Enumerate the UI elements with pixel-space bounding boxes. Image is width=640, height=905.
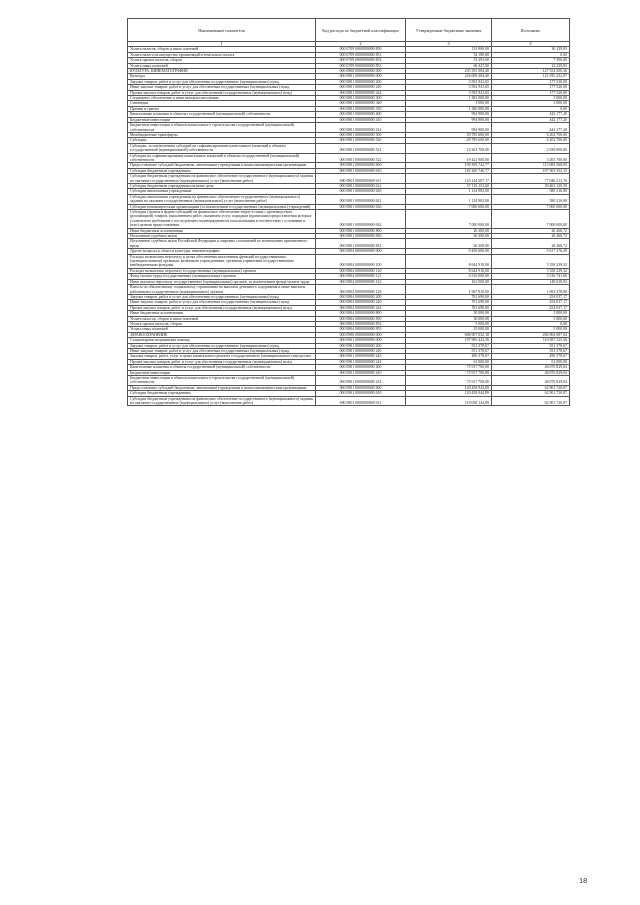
- row-code-cell: 000 0801 0000000000 500: [316, 132, 406, 137]
- row-name-cell: Уплата налогов, сборов и иных платежей: [128, 316, 316, 321]
- row-approved-cell: 54 180,00: [406, 52, 492, 57]
- page-number: 18: [579, 876, 588, 885]
- row-done-cell: 254 037,17: [492, 294, 570, 299]
- row-approved-cell: 3 592 941,65: [406, 79, 492, 84]
- row-done-cell: 77 040 212,76: [492, 174, 570, 184]
- row-done-cell: 61 000,00: [492, 359, 570, 364]
- row-approved-cell: 161 000,00: [406, 279, 492, 284]
- budget-execution-table: [127, 18, 570, 406]
- column-header-name: Наименование показателя: [128, 19, 316, 42]
- row-done-cell: 442 177,20: [492, 123, 570, 133]
- table-row: [128, 239, 570, 249]
- row-done-cell: 7 500,00: [492, 58, 570, 63]
- row-name-cell: Субсидии (гранты в форме субсидий) на финансовое обеспечение затрат в связи с производством (реализацией) товаров, выполнением работ, оказанием услуг, порядком (правилами) предоставления которых установлено требование о последующем подтверждении их использования в соответствии с условиями и (или) целями предоставления: [128, 210, 316, 229]
- row-name-cell: Социальное обеспечение и иные выплаты населению: [128, 96, 316, 101]
- row-done-cell: 127 552 500,36: [492, 69, 570, 74]
- row-name-cell: Иные закупки товаров, работ и услуг для обеспечения государственных (муниципальных) нужд: [128, 85, 316, 90]
- row-name-cell: Уплата налогов, сборов и иных платежей: [128, 47, 316, 52]
- table-row: [128, 210, 570, 229]
- table-row: [128, 153, 570, 163]
- row-approved-cell: 190 395 722,77: [406, 163, 492, 168]
- row-done-cell: 46 076 829,04: [492, 365, 570, 370]
- row-code-cell: 000 0901 0000000000 610: [316, 391, 406, 396]
- row-done-cell: 6 202 700,00: [492, 132, 570, 137]
- table-row: [128, 396, 570, 406]
- row-done-cell: 442 177,20: [492, 117, 570, 122]
- row-code-cell: 000 0801 0000000000 414: [316, 123, 406, 133]
- row-done-cell: 254 037,17: [492, 300, 570, 305]
- row-name-cell: Прочая закупка товаров, работ и услуг для обеспечения государственных (муниципальных) нужд: [128, 359, 316, 364]
- row-approved-cell: 25 000,00: [406, 327, 492, 332]
- row-done-cell: 26 266,72: [492, 228, 570, 233]
- row-code-cell: 000 0804 0000000000 120: [316, 268, 406, 273]
- row-approved-cell: 26 300,00: [406, 234, 492, 239]
- row-code-cell: 000 0801 0000000000 621: [316, 194, 406, 204]
- row-name-cell: Межбюджетные трансферты: [128, 132, 316, 137]
- row-code-cell: 000 0901 0000000000 000: [316, 338, 406, 343]
- row-done-cell: 1 693 478,80: [492, 285, 570, 295]
- row-approved-cell: 226 008 484,40: [406, 74, 492, 79]
- row-code-cell: 000 0901 0000000000 611: [316, 396, 406, 406]
- row-code-cell: 000 0804 0000000000 000: [316, 249, 406, 254]
- row-name-cell: Закупка товаров, работ и услуг для обеспечения государственных (муниципальных) нужд: [128, 79, 316, 84]
- row-done-cell: 30 139,83: [492, 47, 570, 52]
- row-name-cell: Иные бюджетные ассигнования: [128, 311, 316, 316]
- row-name-cell: Бюджетные инвестиции: [128, 370, 316, 375]
- column-header-approved: Утвержденные бюджетные значения: [406, 19, 492, 42]
- table-row: [128, 174, 570, 184]
- row-done-cell: 3 000,00: [492, 96, 570, 101]
- row-code-cell: 000 0709 0000000000 853: [316, 63, 406, 68]
- row-name-cell: Уплата иных платежей: [128, 63, 316, 68]
- table-row: [128, 285, 570, 295]
- row-name-cell: Бюджетные инвестиции в объекты капитального строительства государственной (муниципальной) собственности: [128, 376, 316, 386]
- table-header: [128, 19, 570, 47]
- row-code-cell: 000 0801 0000000000 520: [316, 138, 406, 143]
- row-approved-cell: 10 363 700,00: [406, 143, 492, 153]
- row-name-cell: Закупка товаров, работ, услуг в целях капитального ремонта государственного (муниципального) имущества: [128, 354, 316, 359]
- row-done-cell: 580 216,80: [492, 189, 570, 194]
- row-name-cell: Предоставление субсидий бюджетным, автономным учреждениям и иным некоммерческим организациям: [128, 385, 316, 390]
- row-done-cell: 30 463 139,39: [492, 183, 570, 188]
- row-approved-cell: 7 000 000,00: [406, 210, 492, 229]
- table-row: [128, 123, 570, 133]
- row-name-cell: Субсидии автономным учреждениям на финансовое обеспечение государственного (муниципального) задания на оказание государственных (муниципальных) услуг (выполнение работ): [128, 194, 316, 204]
- row-approved-cell: 9 456 600,00: [406, 249, 492, 254]
- row-done-cell: 2 939 000,00: [492, 143, 570, 153]
- row-code-cell: 000 0801 0000000000 830: [316, 234, 406, 239]
- row-code-cell: 000 0901 0000000000 200: [316, 343, 406, 348]
- row-name-cell: Бюджетные инвестиции: [128, 117, 316, 122]
- row-code-cell: 000 0804 0000000000 244: [316, 305, 406, 310]
- row-code-cell: 000 0801 0000000000 350: [316, 106, 406, 111]
- row-approved-cell: 1 134 982,00: [406, 189, 492, 194]
- row-code-cell: 000 0901 0000000000 240: [316, 348, 406, 353]
- row-code-cell: 000 0901 0000000000 410: [316, 370, 406, 375]
- table-body: [128, 47, 570, 406]
- row-code-cell: 000 0801 0000000000 400: [316, 112, 406, 117]
- row-approved-cell: 29 785 600,00: [406, 132, 492, 137]
- column-index: 1: [128, 42, 316, 47]
- row-approved-cell: 182 260 740,77: [406, 168, 492, 173]
- row-name-cell: Субсидии: [128, 138, 316, 143]
- row-code-cell: 000 0801 0000000000 610: [316, 168, 406, 173]
- row-code-cell: 000 0804 0000000000 800: [316, 311, 406, 316]
- row-done-cell: 490 378,67: [492, 354, 570, 359]
- row-done-cell: 46 076 829,04: [492, 376, 570, 386]
- row-name-cell: Расходы на выплаты персоналу в целях обеспечения выполнения функций государственными (муниципальными) органами, казенными учреждениями, органами управления государственными внебюджетными фондами: [128, 254, 316, 268]
- row-approved-cell: 26 300,00: [406, 239, 492, 249]
- row-code-cell: 000 0801 0000000000 244: [316, 90, 406, 95]
- row-name-cell: Стационарная медицинская помощь: [128, 338, 316, 343]
- row-done-cell: 580 216,80: [492, 194, 570, 204]
- row-name-cell: Субсидии бюджетным учреждениям на иные цели: [128, 183, 316, 188]
- row-approved-cell: 3 592 941,65: [406, 90, 492, 95]
- row-name-cell: Иные выплаты персоналу государственных (муниципальных) органов, за исключением фонда оплаты труда: [128, 279, 316, 284]
- row-name-cell: Субсидии бюджетным учреждениям: [128, 168, 316, 173]
- row-name-cell: Уплата прочих налогов, сборов: [128, 58, 316, 63]
- row-approved-cell: 197 985 423,56: [406, 338, 492, 343]
- row-done-cell: 0,00: [492, 321, 570, 326]
- row-code-cell: 000 0801 0000000000 600: [316, 163, 406, 168]
- row-approved-cell: 3 592 941,65: [406, 85, 492, 90]
- row-done-cell: 5 358 239,32: [492, 254, 570, 268]
- row-approved-cell: 8 644 910,00: [406, 254, 492, 268]
- row-approved-cell: 994 900,00: [406, 123, 492, 133]
- row-done-cell: 7 000 000,00: [492, 210, 570, 229]
- row-code-cell: 000 0801 0000000000 000: [316, 74, 406, 79]
- row-done-cell: 7 000 000,00: [492, 204, 570, 209]
- row-code-cell: 000 0801 0000000000 410: [316, 117, 406, 122]
- row-code-cell: 000 0801 0000000000 611: [316, 174, 406, 184]
- row-approved-cell: 686 907 032,18: [406, 332, 492, 337]
- row-name-cell: Субсидии бюджетным учреждениям на финансовое обеспечение государственного (муниципального) задания на оказание государственных (муниципальных) услуг (выполнение работ): [128, 396, 316, 406]
- row-name-cell: Иные бюджетные ассигнования: [128, 228, 316, 233]
- row-done-cell: 6 202 700,00: [492, 138, 570, 143]
- row-approved-cell: 133 900,00: [406, 47, 492, 52]
- row-code-cell: 000 0804 0000000000 200: [316, 294, 406, 299]
- row-approved-cell: 1 967 910,00: [406, 285, 492, 295]
- row-done-cell: 62 901 720,87: [492, 396, 570, 406]
- row-name-cell: Предоставление субсидий бюджетным, автономным учреждениям и иным некоммерческим организациям: [128, 163, 316, 168]
- row-name-cell: ЗДРАВООХРАНЕНИЕ: [128, 332, 316, 337]
- row-name-cell: Субсидии, за исключением субсидий на софинансирование капитальных вложений в объекты государственной (муниципальной) собственности: [128, 143, 316, 153]
- row-name-cell: Расходы на выплаты персоналу государственных (муниципальных) органов: [128, 268, 316, 273]
- row-code-cell: 000 0804 0000000000 240: [316, 300, 406, 305]
- row-done-cell: 5 617 276,49: [492, 249, 570, 254]
- table-row: [128, 376, 570, 386]
- row-done-cell: 0,00: [492, 52, 570, 57]
- row-code-cell: 000 0801 0000000000 200: [316, 79, 406, 84]
- row-code-cell: 000 0801 0000000000 300: [316, 96, 406, 101]
- row-done-cell: 26 266,72: [492, 234, 570, 239]
- row-done-cell: 22 239,83: [492, 63, 570, 68]
- row-code-cell: 000 0800 0000000000 000: [316, 69, 406, 74]
- row-done-cell: 115 083 568,95: [492, 163, 570, 168]
- row-approved-cell: 30 000,00: [406, 316, 492, 321]
- row-done-cell: 442 177,20: [492, 112, 570, 117]
- row-done-cell: 284 904 087,04: [492, 332, 570, 337]
- row-code-cell: 000 0804 0000000000 122: [316, 279, 406, 284]
- row-done-cell: 26 266,72: [492, 239, 570, 249]
- row-approved-cell: 1 134 982,00: [406, 194, 492, 204]
- row-done-cell: 62 901 720,87: [492, 391, 570, 396]
- row-name-cell: Субсидии автономным учреждениям: [128, 189, 316, 194]
- row-approved-cell: 235 355 084,40: [406, 69, 492, 74]
- row-approved-cell: 119 038 144,89: [406, 396, 492, 406]
- row-code-cell: 000 0804 0000000000 121: [316, 274, 406, 279]
- row-code-cell: 000 0901 0000000000 414: [316, 376, 406, 386]
- row-done-cell: 46 076 829,04: [492, 370, 570, 375]
- row-name-cell: Закупка товаров, работ и услуг для обеспечения государственных (муниципальных) нужд: [128, 294, 316, 299]
- row-code-cell: 000 0709 0000000000 852: [316, 58, 406, 63]
- row-name-cell: Закупка товаров, работ и услуг для обеспечения государственных (муниципальных) нужд: [128, 343, 316, 348]
- row-done-cell: 148 018,92: [492, 279, 570, 284]
- table-row: [128, 194, 570, 204]
- row-approved-cell: 26 300,00: [406, 228, 492, 233]
- row-name-cell: Уплата прочих налогов, сборов: [128, 321, 316, 326]
- row-name-cell: Прочая закупка товаров, работ и услуг для обеспечения государственных (муниципальных) нужд: [128, 305, 316, 310]
- row-code-cell: 000 0709 0000000000 851: [316, 52, 406, 57]
- row-code-cell: 000 0901 0000000000 600: [316, 385, 406, 390]
- row-name-cell: Прочая закупка товаров, работ и услуг для обеспечения государственных (муниципальных) нужд: [128, 90, 316, 95]
- row-approved-cell: 1 380 000,00: [406, 106, 492, 111]
- row-approved-cell: 29 785 600,00: [406, 138, 492, 143]
- row-code-cell: 000 0801 0000000000 632: [316, 210, 406, 229]
- row-done-cell: 0,00: [492, 106, 570, 111]
- row-approved-cell: 1 383 000,00: [406, 96, 492, 101]
- row-code-cell: 000 0900 0000000000 000: [316, 332, 406, 337]
- row-name-cell: Взносы по обязательному социальному страхованию на выплаты денежного содержания и иные выплаты работникам государственных (муниципальных) органов: [128, 285, 316, 295]
- row-code-cell: 000 0804 0000000000 852: [316, 321, 406, 326]
- row-approved-cell: 6 516 000,00: [406, 274, 492, 279]
- row-approved-cell: 781 690,00: [406, 305, 492, 310]
- row-code-cell: 000 0804 0000000000 129: [316, 285, 406, 295]
- row-done-cell: 3 000,00: [492, 101, 570, 106]
- row-name-cell: Капитальные вложения в объекты государственной (муниципальной) собственности: [128, 112, 316, 117]
- row-approved-cell: 61 000,00: [406, 359, 492, 364]
- row-done-cell: 121 935 232,87: [492, 74, 570, 79]
- row-done-cell: 3 516 741,60: [492, 274, 570, 279]
- row-name-cell: Капитальные вложения в объекты государственной (муниципальной) собственности: [128, 365, 316, 370]
- row-approved-cell: 551 378,67: [406, 343, 492, 348]
- row-done-cell: 3 263 700,00: [492, 153, 570, 163]
- row-name-cell: Иные закупки товаров, работ и услуг для обеспечения государственных (муниципальных) нужд: [128, 348, 316, 353]
- row-done-cell: 110 587 325,56: [492, 338, 570, 343]
- row-approved-cell: 490 378,67: [406, 354, 492, 359]
- row-code-cell: 000 0804 0000000000 853: [316, 327, 406, 332]
- row-approved-cell: 551 378,67: [406, 348, 492, 353]
- row-done-cell: 254 037,17: [492, 305, 570, 310]
- row-name-cell: Субсидии бюджетным учреждениям на финансовое обеспечение государственного (муниципального) задания на оказание государственных (муниципальных) услуг (выполнение работ): [128, 174, 316, 184]
- row-approved-cell: 994 900,00: [406, 112, 492, 117]
- column-header-code: Код расхода по бюджетной классификации: [316, 19, 406, 42]
- row-code-cell: 000 0901 0000000000 400: [316, 365, 406, 370]
- row-done-cell: 62 901 720,87: [492, 385, 570, 390]
- row-approved-cell: 30 000,00: [406, 311, 492, 316]
- row-code-cell: 000 0804 0000000000 100: [316, 254, 406, 268]
- row-done-cell: 5 358 239,32: [492, 268, 570, 273]
- row-code-cell: 000 0709 0000000000 850: [316, 47, 406, 52]
- row-approved-cell: 75 917 700,00: [406, 370, 492, 375]
- row-code-cell: 000 0901 0000000000 244: [316, 359, 406, 364]
- column-index: 3: [406, 42, 492, 47]
- row-approved-cell: 66 427,00: [406, 63, 492, 68]
- row-name-cell: Премии и гранты: [128, 106, 316, 111]
- row-name-cell: Исполнение судебных актов Российской Федерации и мировых соглашений по возмещению причиненного вреда: [128, 239, 316, 249]
- row-code-cell: 000 0801 0000000000 521: [316, 143, 406, 153]
- row-done-cell: 5 000,00: [492, 316, 570, 321]
- row-done-cell: 5 000,00: [492, 311, 570, 316]
- row-done-cell: 551 378,67: [492, 348, 570, 353]
- row-approved-cell: 125 144 587,17: [406, 174, 492, 184]
- row-approved-cell: 120 458 944,89: [406, 385, 492, 390]
- row-name-cell: Бюджетные инвестиции в объекты капитального строительства государственной (муниципальной) собственности: [128, 123, 316, 133]
- budget-table-sheet: [127, 18, 569, 406]
- row-name-cell: Фонд оплаты труда государственных (муниципальных) органов: [128, 274, 316, 279]
- row-done-cell: 177 520,00: [492, 90, 570, 95]
- row-code-cell: 000 0801 0000000000 522: [316, 153, 406, 163]
- row-name-cell: Культура: [128, 74, 316, 79]
- column-header-done: Исполнено: [492, 19, 570, 42]
- row-approved-cell: 5 000,00: [406, 321, 492, 326]
- row-name-cell: Уплата иных платежей: [128, 327, 316, 332]
- row-name-cell: Субсидии на софинансирование капитальных вложений в объекты государственной (муниципальной) собственности: [128, 153, 316, 163]
- row-code-cell: 000 0801 0000000000 800: [316, 228, 406, 233]
- row-code-cell: 000 0801 0000000000 630: [316, 204, 406, 209]
- row-name-cell: Другие вопросы в области культуры, кинематографии: [128, 249, 316, 254]
- row-done-cell: 107 503 352,15: [492, 168, 570, 173]
- row-name-cell: Исполнение судебных актов: [128, 234, 316, 239]
- row-name-cell: Уплата налога на имущество организаций и земельного налога: [128, 52, 316, 57]
- row-code-cell: 000 0801 0000000000 831: [316, 239, 406, 249]
- row-code-cell: 000 0801 0000000000 340: [316, 101, 406, 106]
- row-code-cell: 000 0801 0000000000 612: [316, 183, 406, 188]
- row-approved-cell: 120 458 944,89: [406, 391, 492, 396]
- row-approved-cell: 781 690,00: [406, 294, 492, 299]
- row-approved-cell: 13 293,00: [406, 58, 492, 63]
- row-done-cell: 5 000,00: [492, 327, 570, 332]
- row-approved-cell: 8 644 910,00: [406, 268, 492, 273]
- row-name-cell: Субсидии некоммерческим организациям (за исключением государственных (муниципальных) учреждений): [128, 204, 316, 209]
- row-approved-cell: 994 900,00: [406, 117, 492, 122]
- row-code-cell: 000 0901 0000000000 243: [316, 354, 406, 359]
- row-done-cell: 177 520,00: [492, 79, 570, 84]
- row-approved-cell: 57 116 153,60: [406, 183, 492, 188]
- row-approved-cell: 781 690,00: [406, 300, 492, 305]
- row-name-cell: Субсидии бюджетным учреждениям: [128, 391, 316, 396]
- row-approved-cell: 3 000,00: [406, 101, 492, 106]
- column-index: 4: [492, 42, 570, 47]
- row-code-cell: 000 0801 0000000000 620: [316, 189, 406, 194]
- row-code-cell: 000 0801 0000000000 240: [316, 85, 406, 90]
- table-row: [128, 254, 570, 268]
- row-approved-cell: 7 000 000,00: [406, 204, 492, 209]
- row-code-cell: 000 0804 0000000000 850: [316, 316, 406, 321]
- row-approved-cell: 19 421 900,00: [406, 153, 492, 163]
- row-name-cell: КУЛЬТУРА, КИНЕМАТОГРАФИЯ: [128, 69, 316, 74]
- row-done-cell: 177 520,00: [492, 85, 570, 90]
- row-approved-cell: 75 917 700,00: [406, 365, 492, 370]
- row-done-cell: 551 378,67: [492, 343, 570, 348]
- row-approved-cell: 75 917 700,00: [406, 376, 492, 386]
- row-name-cell: Стипендии: [128, 101, 316, 106]
- row-name-cell: Иные закупки товаров, работ и услуг для обеспечения государственных (муниципальных) нужд: [128, 300, 316, 305]
- table-row: [128, 143, 570, 153]
- column-index: 2: [316, 42, 406, 47]
